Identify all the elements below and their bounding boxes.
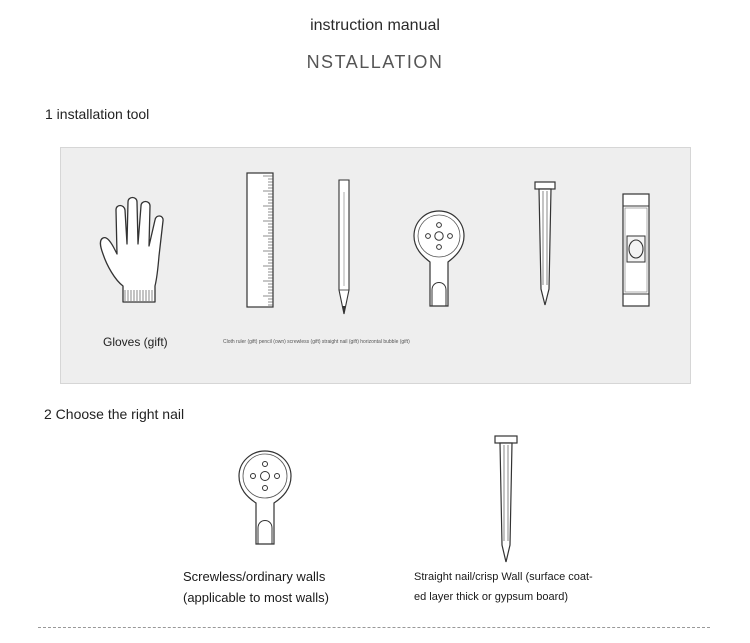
bubble-level-icon	[620, 192, 654, 310]
screwless-caption-line2: (applicable to most walls)	[183, 590, 329, 605]
tools-caption: Cloth ruler (gift) pencil (own) screwless (gift) straight nail (gift) horizontal bubble (gift)	[223, 339, 410, 345]
straight-nail-caption-line1: Straight nail/crisp Wall (surface coat-	[414, 571, 593, 583]
gloves-label: Gloves (gift)	[103, 335, 168, 349]
straight-nail-icon	[533, 181, 557, 309]
page-subtitle: NSTALLATION	[306, 52, 444, 72]
page-title: instruction manual	[310, 17, 440, 34]
screwless-caption-line1: Screwless/ordinary walls	[183, 569, 326, 584]
straight-nail-icon	[493, 435, 521, 565]
straight-nail-caption-line2: ed layer thick or gypsum board)	[414, 591, 569, 603]
section-heading-tools: 1 installation tool	[45, 106, 150, 122]
screwless-hook-icon	[410, 208, 468, 310]
section-heading-nail: 2 Choose the right nail	[44, 406, 185, 422]
bottom-divider	[38, 627, 710, 628]
screwless-hook-icon	[235, 448, 295, 548]
ruler-icon	[245, 172, 277, 310]
pencil-icon	[336, 178, 352, 318]
glove-icon	[97, 194, 187, 309]
